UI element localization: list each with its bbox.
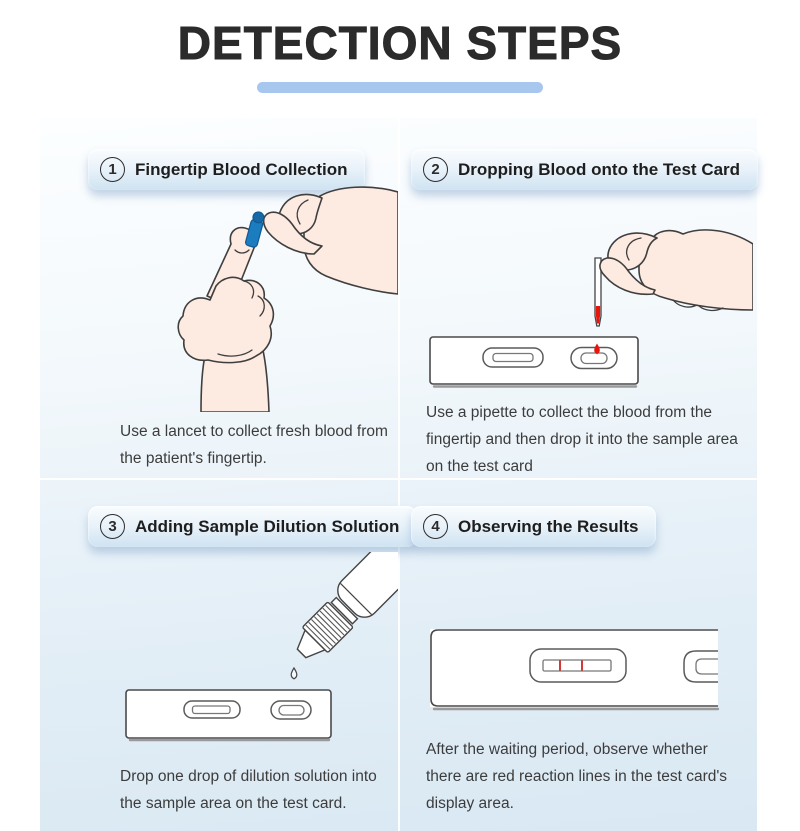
step-1-caption: Use a lancet to collect fresh blood from the patient's fingertip. <box>120 423 388 468</box>
solution-drop <box>291 668 297 679</box>
step-4-section <box>400 480 757 831</box>
sample-well-inner <box>279 706 304 716</box>
step-4-number-icon: 4 <box>423 514 448 539</box>
step-3-section <box>40 480 400 831</box>
step-4-header <box>411 506 656 547</box>
fingertip-lancet-illustration <box>98 184 398 412</box>
step-3-caption: Drop one drop of dilution solution into the sample area on the test card. <box>120 768 377 813</box>
step-2-number-icon: 2 <box>423 157 448 182</box>
step-4-caption: After the waiting period, observe whether there are red reaction lines in the test card's display area. <box>426 741 728 813</box>
page-title: DETECTION STEPS <box>177 17 623 69</box>
step-4-label: Observing the Results <box>458 516 639 536</box>
step-1-label: Fingertip Blood Collection <box>135 159 348 179</box>
step-2-section <box>400 118 757 480</box>
display-window-inner <box>193 706 231 714</box>
step-1-number-icon: 1 <box>100 157 125 182</box>
dilution-bottle <box>285 552 398 670</box>
patient-fist <box>178 277 273 362</box>
test-card <box>126 690 331 740</box>
step-1-section <box>40 118 400 480</box>
title-underline <box>257 82 543 93</box>
step-2-label: Dropping Blood onto the Test Card <box>458 159 741 179</box>
result-test-card-illustration <box>423 620 755 732</box>
step-3-header <box>88 506 417 547</box>
test-card <box>430 337 638 387</box>
sample-well-inner <box>581 353 607 364</box>
dilution-bottle-illustration <box>98 552 398 754</box>
step-2-caption: Use a pipette to collect the blood from the fingertip and then drop it into the sample area on the test card <box>426 404 738 476</box>
step-3-label: Adding Sample Dilution Solution <box>135 516 400 536</box>
test-card <box>430 629 718 709</box>
sample-well-inner <box>696 659 718 674</box>
test-strip <box>543 660 611 671</box>
step-2-header <box>411 149 758 190</box>
step-3-number-icon: 3 <box>100 514 125 539</box>
title-block <box>0 0 800 93</box>
operator-hand <box>638 230 753 310</box>
steps-panel <box>40 118 757 831</box>
pipette-blood-drop-illustration <box>413 210 753 405</box>
display-window-inner <box>493 354 533 362</box>
